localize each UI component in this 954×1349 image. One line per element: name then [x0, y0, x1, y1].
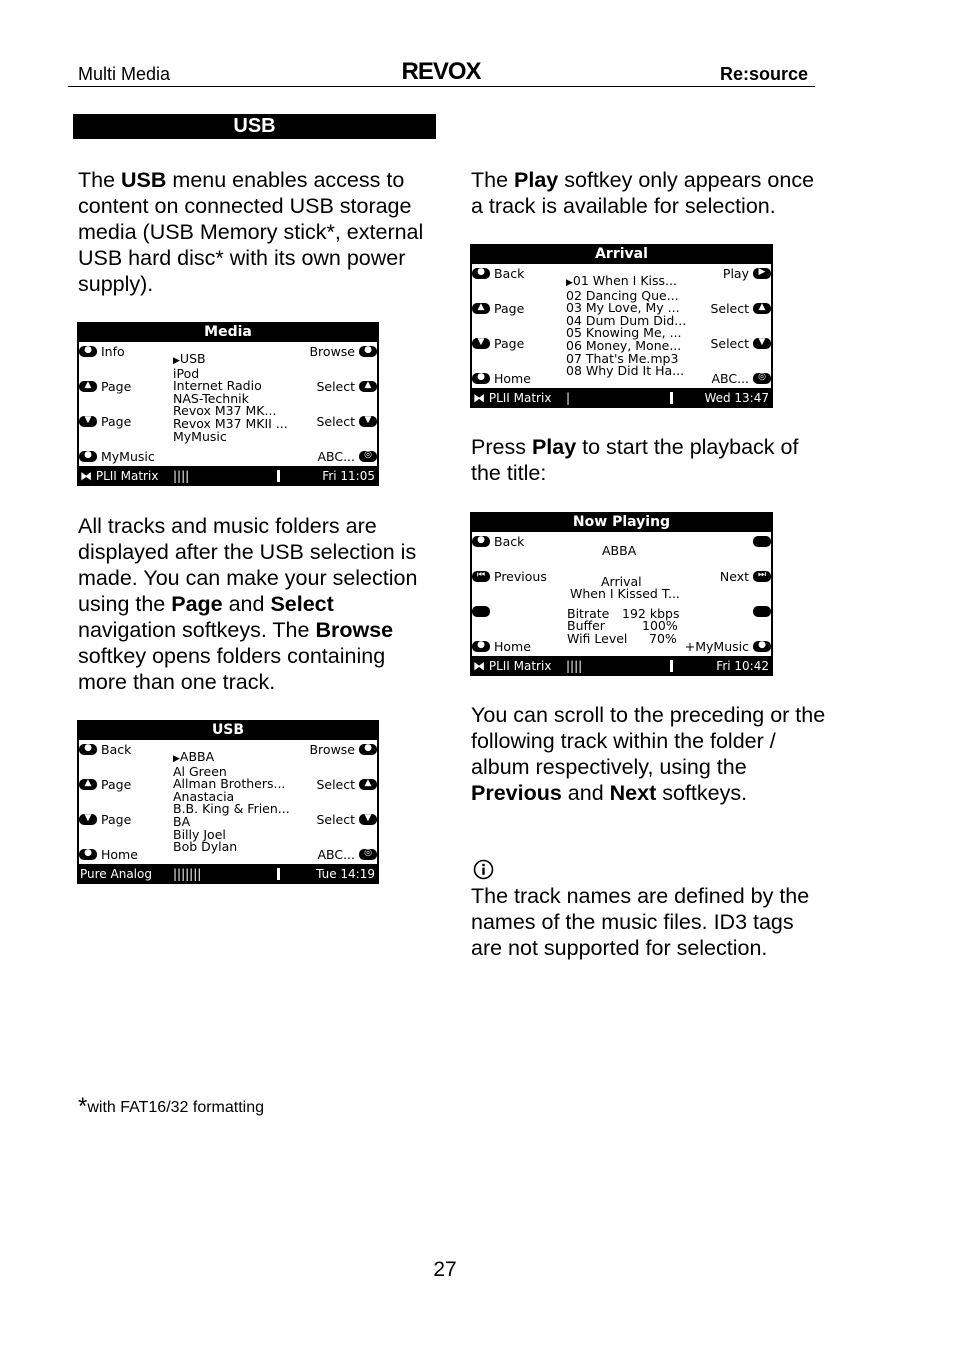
footnote [78, 1093, 264, 1121]
volume-bars: | [566, 391, 571, 405]
status-bar: ⧓ PLII Matrix |||| Fri 10:42 [470, 656, 773, 676]
softkey-select-down[interactable]: Select ▼ [710, 337, 771, 351]
softkey-select-up[interactable]: Select ▲ [316, 778, 377, 792]
softkey-back[interactable]: ● Back [79, 743, 131, 757]
svg-text:REVOX: REVOX [401, 58, 481, 84]
artist-name: ABBA [602, 543, 637, 558]
screen-title: USB [211, 722, 245, 738]
media-menu-screen [77, 322, 379, 486]
media-source-list [173, 353, 288, 443]
screen-title: Media [204, 324, 252, 340]
softkey-blank-right-mid[interactable] [749, 605, 771, 619]
status-clock: Fri 10:42 [716, 659, 769, 673]
track-name: When I Kissed T... [570, 586, 680, 601]
softkey-home[interactable]: ● Home [472, 372, 531, 386]
softkey-select-up[interactable]: Select ▲ [316, 380, 377, 394]
volume-marker [670, 392, 673, 404]
softkey-select-down[interactable]: Select ▼ [316, 813, 377, 827]
page-number: 27 [433, 1258, 457, 1281]
list-item[interactable]: ▶USB [173, 351, 206, 366]
usb-intro-paragraph: The USB menu enables access to content on connected USB storage media (USB Memory stick*, external USB hard disc* with its own power supply). [78, 168, 424, 296]
softkey-page-up[interactable]: ▲ Page [79, 380, 131, 394]
selection-arrow-icon: ▶ [173, 754, 180, 764]
revox-logo [390, 58, 492, 84]
list-item[interactable]: BA [173, 813, 191, 829]
dolby-icon: ⧓ [80, 469, 92, 483]
softkey-page-down[interactable]: ▼ Page [79, 813, 131, 827]
list-item[interactable]: 07 That's Me.mp3 [566, 350, 679, 366]
list-item[interactable]: MyMusic [173, 428, 227, 444]
softkey-abc[interactable]: ABC... ◎ [317, 450, 377, 464]
list-item[interactable]: 02 Dancing Que... [566, 287, 679, 303]
softkey-blank-left[interactable] [472, 605, 494, 619]
section-title: USB [73, 114, 436, 139]
list-item[interactable]: Al Green [173, 763, 227, 779]
usb-menu-screen [77, 720, 379, 884]
footnote-star: * [78, 1093, 88, 1120]
volume-bars: |||| [173, 469, 190, 483]
track-list [566, 275, 686, 378]
dolby-icon: ⧓ [473, 659, 485, 673]
softkey-page-down[interactable]: ▼ Page [79, 415, 131, 429]
softkey-select-up[interactable]: Select ▲ [710, 302, 771, 316]
header-product-name: Re:source [719, 64, 808, 84]
list-item[interactable]: iPod [173, 365, 200, 381]
softkey-info[interactable]: ● Info [79, 345, 125, 359]
list-item[interactable]: Revox M37 MKII ... [173, 415, 288, 431]
list-item[interactable]: Anastacia [173, 788, 235, 804]
list-item[interactable]: Allman Brothers... [173, 776, 286, 792]
list-item[interactable]: Billy Joel [173, 826, 226, 842]
volume-marker [277, 470, 280, 482]
screen-title: Arrival [595, 246, 648, 262]
bitrate-label: Bitrate [567, 606, 610, 621]
softkey-blank-right-top[interactable] [749, 535, 771, 549]
info-circle-icon [473, 859, 494, 880]
softkey-previous[interactable]: ⏮ Previous [472, 570, 547, 584]
softkey-home[interactable]: ● Home [472, 640, 531, 654]
list-item[interactable]: NAS-Technik [173, 390, 249, 406]
softkey-next[interactable]: Next ⏭ [720, 570, 771, 584]
softkey-play[interactable]: Play ▶ [723, 267, 771, 281]
header-rule [68, 86, 815, 87]
screen-title: Now Playing [572, 514, 671, 530]
dolby-icon: ⧓ [473, 391, 485, 405]
softkey-abc[interactable]: ABC... ◎ [711, 372, 771, 386]
play-softkey-paragraph: The Play softkey only appears once a track is available for selection. [471, 168, 815, 218]
softkey-back[interactable]: ● Back [472, 535, 524, 549]
list-item[interactable]: B.B. King & Frien... [173, 801, 290, 817]
list-item[interactable]: ▶01 When I Kiss... [566, 273, 677, 288]
list-item[interactable]: 03 My Love, My ... [566, 300, 680, 316]
softkey-page-up[interactable]: ▲ Page [472, 302, 524, 316]
list-item[interactable]: Internet Radio [173, 378, 262, 394]
volume-marker [670, 660, 673, 672]
navigation-paragraph: All tracks and music folders are displayed after the USB selection is made. You can make your selection using the Page and Select navigation softkeys. The Browse softkey opens folders containing more than one track. [78, 514, 418, 694]
usb-folder-list [173, 751, 290, 854]
id3-note-paragraph: The track names are defined by the names of the music files. ID3 tags are not supported for selection. [471, 884, 810, 960]
softkey-back[interactable]: ● Back [472, 267, 524, 281]
volume-bars: |||| [566, 659, 583, 673]
softkey-home[interactable]: ● Home [79, 848, 138, 862]
status-clock: Fri 11:05 [322, 469, 375, 483]
header-section-label: Multi Media [78, 64, 171, 84]
status-bar: Pure Analog ||||||| Tue 14:19 [77, 864, 379, 884]
bitrate-value: 192 kbps [622, 606, 680, 621]
list-item[interactable]: 06 Money, Mone... [566, 337, 682, 353]
softkey-mymusic[interactable]: ● MyMusic [79, 450, 155, 464]
selection-arrow-icon: ▶ [566, 278, 573, 288]
album-name: Arrival [601, 574, 642, 589]
status-clock: Wed 13:47 [704, 391, 769, 405]
list-item[interactable]: Bob Dylan [173, 839, 238, 855]
list-item[interactable]: 04 Dum Dum Did... [566, 312, 687, 328]
volume-marker [277, 868, 280, 880]
softkey-browse[interactable]: Browse ● [309, 345, 377, 359]
buffer-label: Buffer [567, 618, 605, 633]
list-item[interactable]: 08 Why Did It Ha... [566, 363, 685, 379]
previous-next-paragraph: You can scroll to the preceding or the following track within the folder / album respectively, using the Previous and Next softkeys. [471, 703, 826, 805]
footnote-text: with FAT16/32 formatting [87, 1099, 265, 1116]
softkey-browse[interactable]: Browse ● [309, 743, 377, 757]
list-item[interactable]: 05 Knowing Me, ... [566, 325, 682, 341]
list-item[interactable]: Revox M37 MK... [173, 403, 277, 419]
softkey-page-down[interactable]: ▼ Page [472, 337, 524, 351]
now-playing-screen [470, 512, 773, 676]
softkey-add-mymusic[interactable]: +MyMusic ● [685, 640, 771, 654]
status-clock: Tue 14:19 [316, 867, 375, 881]
list-item[interactable]: ▶ABBA [173, 749, 215, 764]
buffer-value: 100% [642, 618, 678, 633]
press-play-paragraph: Press Play to start the playback of the title: [471, 435, 799, 485]
softkey-select-down[interactable]: Select ▼ [316, 415, 377, 429]
wifi-label: Wifi Level [567, 631, 628, 646]
selection-arrow-icon: ▶ [173, 356, 180, 366]
softkey-abc[interactable]: ABC... ◎ [317, 848, 377, 862]
wifi-value: 70% [649, 631, 677, 646]
softkey-page-up[interactable]: ▲ Page [79, 778, 131, 792]
album-track-screen [470, 244, 773, 408]
status-bar: ⧓ PLII Matrix |||| Fri 11:05 [77, 466, 379, 486]
status-bar: ⧓ PLII Matrix | Wed 13:47 [470, 388, 773, 408]
volume-bars: ||||||| [173, 867, 202, 881]
